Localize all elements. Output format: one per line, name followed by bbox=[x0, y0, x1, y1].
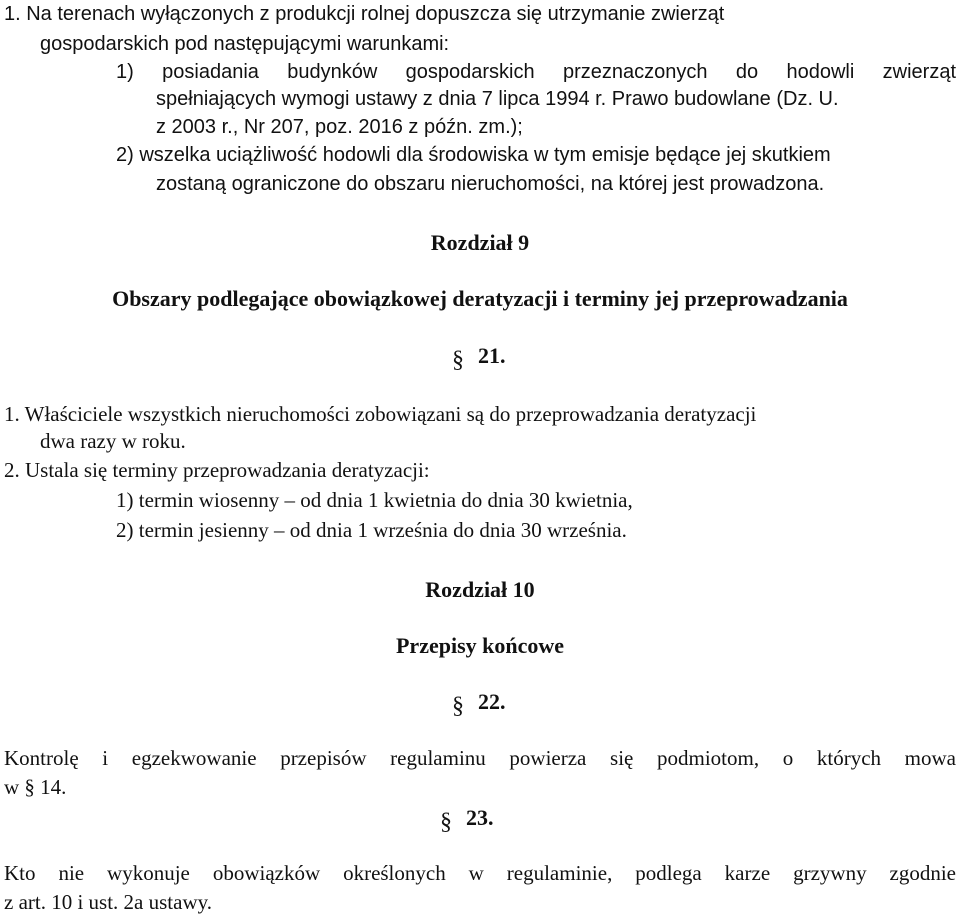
subitem1-line2: spełniających wymogi ustawy z dnia 7 lipca 1994 r. Prawo budowlane (Dz. U. bbox=[156, 88, 839, 110]
section-23-heading bbox=[440, 805, 494, 835]
chapter9-subtitle: Obszary podlegające obowiązkowej deratyzacji i terminy jej przeprowadzania bbox=[112, 286, 848, 311]
section-number: 23. bbox=[466, 805, 494, 830]
s21-p1-line1: 1. Właściciele wszystkich nieruchomości zobowiązani są do przeprowadzania deratyzacji bbox=[4, 402, 757, 426]
s21-p2-line1: 2. Ustala się terminy przeprowadzania deratyzacji: bbox=[4, 458, 430, 482]
s22-line2: w § 14. bbox=[4, 775, 67, 799]
chapter10-title: Rozdział 10 bbox=[425, 577, 535, 602]
s23-line1: Kto nie wykonuje obowiązków określonych w regulaminie, podlega karze grzywny zgodnie bbox=[4, 861, 956, 885]
s23-line2: z art. 10 i ust. 2a ustawy. bbox=[4, 890, 213, 914]
s21-p2-item1: 1) termin wiosenny – od dnia 1 kwietnia do dnia 30 kwietnia, bbox=[116, 488, 633, 512]
section-number: 21. bbox=[478, 343, 506, 368]
section-symbol: § bbox=[452, 693, 464, 719]
chapter9-title: Rozdział 9 bbox=[430, 230, 530, 255]
item1-line1: 1. Na terenach wyłączonych z produkcji rolnej dopuszcza się utrzymanie zwierząt bbox=[4, 3, 725, 25]
section-21-heading bbox=[452, 343, 506, 373]
section-symbol: § bbox=[440, 809, 452, 835]
section-symbol: § bbox=[452, 347, 464, 373]
subitem1-line3: z 2003 r., Nr 207, poz. 2016 z późn. zm.); bbox=[156, 116, 523, 138]
subitem2-line1: 2) wszelka uciążliwość hodowli dla środowiska w tym emisje będące jej skutkiem bbox=[116, 144, 831, 166]
s21-p1-line2: dwa razy w roku. bbox=[40, 429, 186, 453]
s21-p2-item2: 2) termin jesienny – od dnia 1 września do dnia 30 września. bbox=[116, 518, 627, 542]
subitem2-line2: zostaną ograniczone do obszaru nieruchomości, na której jest prowadzona. bbox=[156, 173, 825, 195]
subitem1-line1: 1) posiadania budynków gospodarskich przeznaczonych do hodowli zwierząt bbox=[116, 61, 956, 83]
section-22-heading bbox=[452, 689, 506, 719]
chapter10-subtitle: Przepisy końcowe bbox=[395, 633, 565, 658]
section-number: 22. bbox=[478, 689, 506, 714]
item1-line2: gospodarskich pod następującymi warunkami: bbox=[40, 33, 450, 55]
s22-line1: Kontrolę i egzekwowanie przepisów regulaminu powierza się podmiotom, o których mowa bbox=[4, 746, 956, 770]
